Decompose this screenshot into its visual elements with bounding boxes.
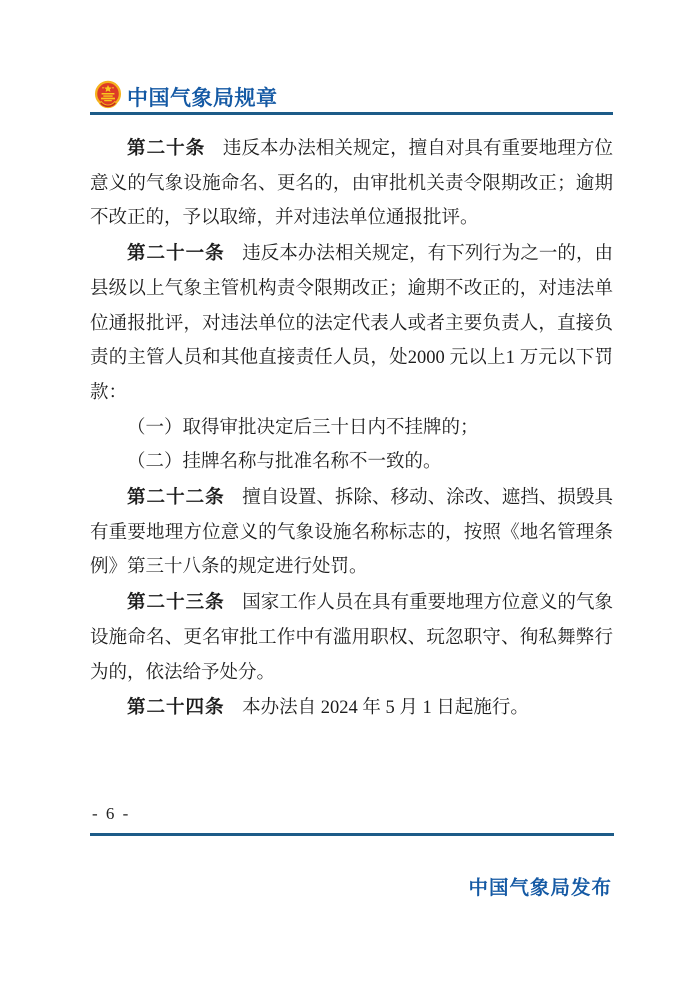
paragraph	[90, 411, 613, 446]
article-text: （一）取得审批决定后三十日内不挂牌的；	[127, 417, 479, 438]
article-number: 第二十一条	[127, 242, 225, 264]
page-number: - 6 -	[92, 804, 131, 823]
china-national-emblem-icon	[94, 80, 122, 112]
footer-rule	[90, 833, 614, 836]
article-text: 国家工作人员在具有重要地理方位意义的气象设施命名、更名审批工作中有滥用职权、玩忽职守、徇私舞弊行为的，依法给予处分。	[90, 593, 613, 683]
article-text: 违反本办法相关规定，有下列行为之一的，由县级以上气象主管机构责令限期改正；逾期不改正的，对违法单位通报批评，对违法单位的法定代表人或者主要负责人，直接负责的主管人员和其他直接责任人员，处2000 元以上1 万元以下罚款：	[90, 244, 613, 403]
article-text: 擅自设置、拆除、移动、涂改、遮挡、损毁具有重要地理方位意义的气象设施名称标志的，按照《地名管理条例》第三十八条的规定进行处罚。	[90, 488, 613, 578]
paragraph	[90, 585, 613, 690]
article-number: 第二十条	[127, 137, 206, 158]
paragraph	[90, 131, 613, 236]
publisher-label: 中国气象局发布	[468, 877, 612, 899]
paragraph	[90, 690, 613, 726]
header-title: 中国气象局规章	[127, 87, 278, 110]
header-rule	[90, 112, 613, 115]
paragraph	[90, 480, 613, 585]
article-number: 第二十四条	[127, 696, 225, 718]
article-text: （二）挂牌名称与批准名称不一致的。	[127, 452, 442, 473]
article-number: 第二十二条	[127, 486, 225, 508]
article-text: 本办法自 2024 年 5 月 1 日起施行。	[242, 698, 529, 719]
article-number: 第二十三条	[127, 591, 225, 613]
document-body	[90, 131, 613, 726]
paragraph	[90, 445, 613, 480]
article-text: 违反本办法相关规定，擅自对具有重要地理方位意义的气象设施命名、更名的，由审批机关责令限期改正；逾期不改正的，予以取缔，并对违法单位通报批评。	[90, 139, 613, 229]
page-header	[90, 78, 613, 114]
paragraph	[90, 236, 613, 411]
